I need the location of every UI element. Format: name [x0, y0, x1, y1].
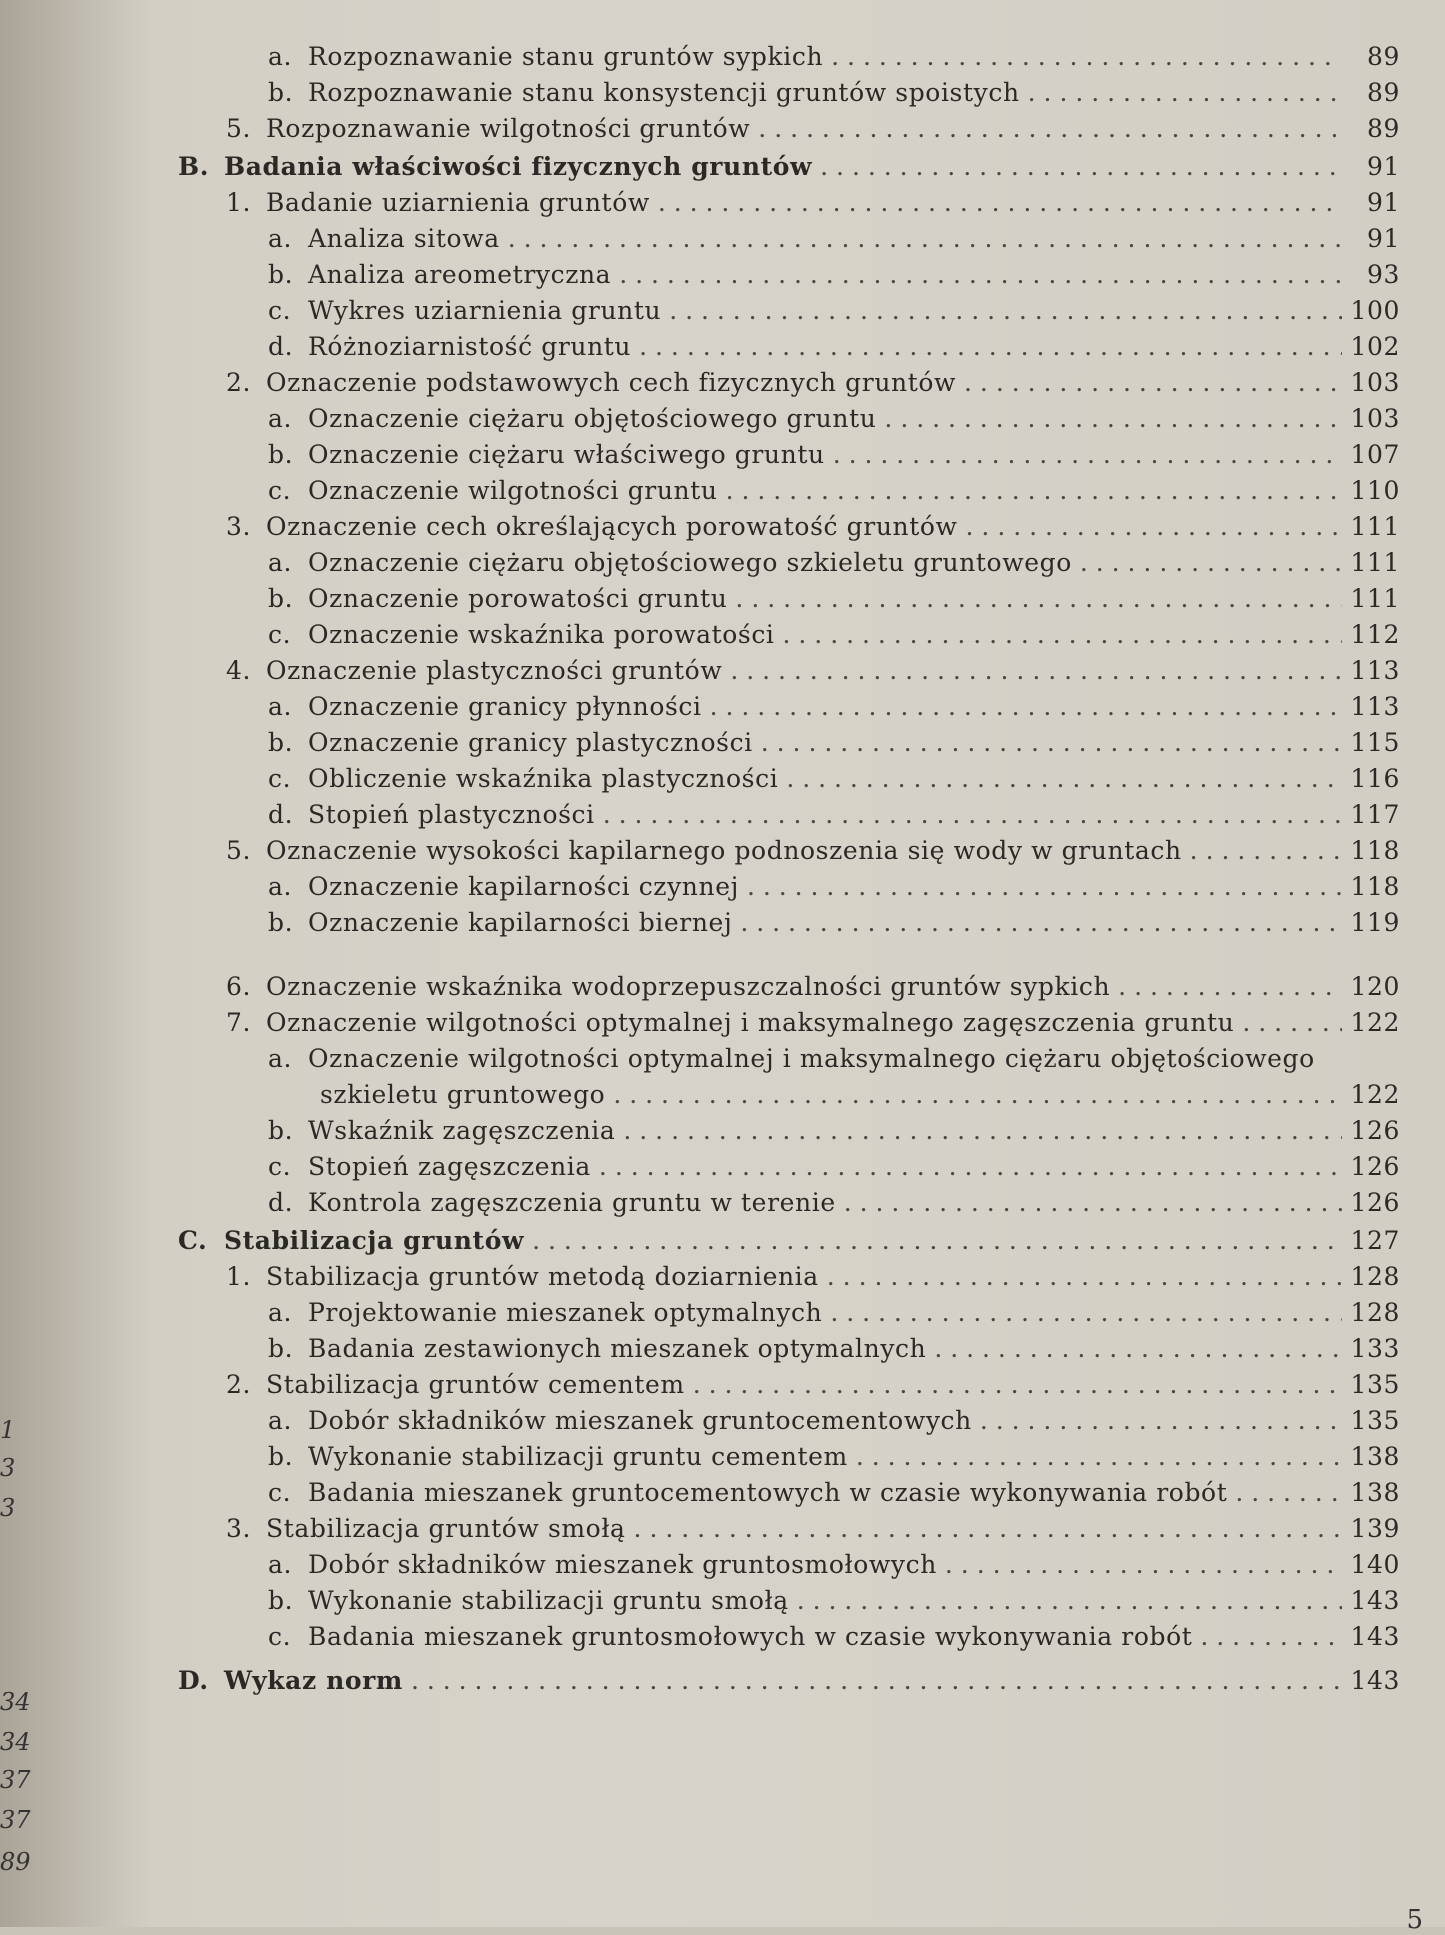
dot-leader [833, 438, 1342, 472]
toc-entry [268, 1042, 1400, 1076]
toc-entry-page-number: 128 [1350, 1262, 1400, 1291]
toc-entry-marker: 3. [226, 1514, 252, 1543]
toc-entry-title: Obliczenie wskaźnika plastyczności [308, 764, 779, 793]
toc-entry [268, 1404, 1400, 1438]
toc-entry-title: Badania mieszanek gruntocementowych w czasie wykonywania robót [308, 1478, 1228, 1507]
page-folio: 5 [1406, 1905, 1423, 1935]
toc-entry-page-number: 122 [1350, 1008, 1400, 1037]
margin-digit: 37 [0, 1766, 31, 1794]
toc-entry-title: Analiza sitowa [308, 224, 500, 253]
toc-entry-marker: a. [268, 1298, 293, 1327]
toc-entry-page-number: 143 [1350, 1586, 1400, 1615]
toc-entry [268, 762, 1400, 796]
toc-entry-marker: c. [268, 476, 292, 505]
toc-entry [268, 1150, 1400, 1184]
toc-section [178, 1664, 1400, 1698]
toc-entry-marker: B. [178, 152, 210, 181]
toc-entry-marker: 3. [226, 512, 252, 541]
toc-entry-title: Oznaczenie porowatości gruntu [308, 584, 728, 613]
toc-entry-page-number: 91 [1366, 188, 1400, 217]
toc-entry-page-number: 112 [1350, 620, 1400, 649]
toc-entry-page-number: 110 [1350, 476, 1400, 505]
toc-entry-title: Rozpoznawanie wilgotności gruntów [266, 114, 751, 143]
dot-leader [934, 1332, 1342, 1366]
toc-entry-title: Oznaczenie ciężaru objętościowego gruntu [308, 404, 877, 433]
toc-entry-page-number: 126 [1350, 1116, 1400, 1145]
toc-entry-marker: d. [268, 332, 294, 361]
toc-entry-marker: c. [268, 296, 292, 325]
dot-leader [856, 1440, 1342, 1474]
dot-leader [758, 112, 1342, 146]
toc-entry [268, 726, 1400, 760]
toc-entry-marker: D. [178, 1666, 209, 1695]
toc-entry-marker: c. [268, 620, 292, 649]
toc-entry [226, 654, 1400, 688]
toc-entry-page-number: 138 [1350, 1478, 1400, 1507]
toc-entry-title: Stabilizacja gruntów metodą doziarnienia [266, 1262, 819, 1291]
toc-entry [268, 1186, 1400, 1220]
toc-entry-title: Oznaczenie wskaźnika wodoprzepuszczalności gruntów sypkich [266, 972, 1111, 1001]
toc-entry-page-number: 122 [1350, 1080, 1400, 1109]
toc-entry-page-number: 140 [1350, 1550, 1400, 1579]
toc-entry-page-number: 133 [1350, 1334, 1400, 1363]
dot-leader [1235, 1476, 1342, 1510]
toc-entry [268, 474, 1400, 508]
toc-entry-title: Różnoziarnistość gruntu [308, 332, 632, 361]
toc-entry [268, 798, 1400, 832]
toc-entry-marker: b. [268, 1442, 294, 1471]
toc-entry-marker: d. [268, 800, 294, 829]
toc-entry [226, 1368, 1400, 1402]
toc-entry-title: Oznaczenie granicy płynności [308, 692, 702, 721]
dot-leader [411, 1664, 1342, 1698]
toc-entry [268, 402, 1400, 436]
toc-entry-title: Oznaczenie wilgotności optymalnej i maksymalnego zagęszczenia gruntu [266, 1008, 1235, 1037]
toc-entry-page-number: 127 [1350, 1226, 1400, 1255]
toc-entry-page-number: 113 [1350, 692, 1400, 721]
dot-leader [740, 906, 1342, 940]
toc-entry [268, 1114, 1400, 1148]
toc-entry-title: Dobór składników mieszanek gruntocementowych [308, 1406, 972, 1435]
toc-entry-marker: 1. [226, 188, 252, 217]
toc-entry-page-number: 138 [1350, 1442, 1400, 1471]
toc-entry-title: Oznaczenie kapilarności biernej [308, 908, 733, 937]
toc-entry-page-number: 117 [1350, 800, 1400, 829]
toc-entry-page-number: 128 [1350, 1298, 1400, 1327]
toc-entry-marker: 4. [226, 656, 252, 685]
toc-entry-marker: C. [178, 1226, 208, 1255]
toc-entry-title: Oznaczenie cech określających porowatość gruntów [266, 512, 958, 541]
dot-leader [623, 1114, 1342, 1148]
toc-entry [320, 1078, 1400, 1112]
toc-entry-page-number: 113 [1350, 656, 1400, 685]
toc-entry-title: Badania zestawionych mieszanek optymalnych [308, 1334, 927, 1363]
toc-entry-marker: b. [268, 78, 294, 107]
toc-entry-title: Rozpoznawanie stanu gruntów sypkich [308, 42, 824, 71]
toc-entry-title: Stabilizacja gruntów [224, 1226, 525, 1255]
toc-entry [268, 618, 1400, 652]
dot-leader [945, 1548, 1342, 1582]
toc-section [178, 150, 1400, 184]
dot-leader [1242, 1006, 1342, 1040]
toc-entry [268, 546, 1400, 580]
dot-leader [639, 330, 1342, 364]
toc-entry-marker: b. [268, 728, 294, 757]
margin-digit: 89 [0, 1848, 31, 1876]
dot-leader [619, 258, 1342, 292]
margin-digit: 3 [0, 1494, 16, 1522]
toc-entry-page-number: 89 [1366, 42, 1400, 71]
toc-entry [268, 1440, 1400, 1474]
toc-entry-page-number: 111 [1350, 512, 1400, 541]
toc-entry-page-number: 126 [1350, 1152, 1400, 1181]
toc-entry-marker: 5. [226, 114, 252, 143]
toc-entry-page-number: 93 [1366, 260, 1400, 289]
toc-entry [226, 510, 1400, 544]
dot-leader [747, 870, 1342, 904]
toc-entry-marker: a. [268, 692, 293, 721]
toc-entry-marker: a. [268, 872, 293, 901]
toc-entry [226, 186, 1400, 220]
toc-entry [268, 258, 1400, 292]
toc-entry [268, 1476, 1400, 1510]
dot-leader [710, 690, 1342, 724]
dot-leader [658, 186, 1342, 220]
dot-leader [797, 1584, 1342, 1618]
toc-entry-marker: b. [268, 584, 294, 613]
toc-entry-marker: 2. [226, 368, 252, 397]
toc-entry [268, 1548, 1400, 1582]
dot-leader [980, 1404, 1342, 1438]
toc-entry [268, 870, 1400, 904]
dot-leader [599, 1150, 1342, 1184]
toc-entry [268, 690, 1400, 724]
toc-entry-page-number: 111 [1350, 548, 1400, 577]
dot-leader [1118, 970, 1342, 1004]
dot-leader [726, 474, 1342, 508]
toc-entry-marker: c. [268, 1152, 292, 1181]
dot-leader [831, 40, 1342, 74]
dot-leader [964, 366, 1342, 400]
margin-digit: 34 [0, 1688, 31, 1716]
toc-entry [226, 366, 1400, 400]
toc-entry-marker: b. [268, 440, 294, 469]
toc-entry-page-number: 111 [1350, 584, 1400, 613]
toc-entry-page-number: 139 [1350, 1514, 1400, 1543]
toc-entry-title: Analiza areometryczna [308, 260, 612, 289]
dot-leader [783, 618, 1342, 652]
toc-entry-marker: c. [268, 1478, 292, 1507]
dot-leader [508, 222, 1342, 256]
toc-entry [268, 1296, 1400, 1330]
toc-entry-page-number: 100 [1350, 296, 1400, 325]
toc-entry-page-number: 116 [1350, 764, 1400, 793]
toc-entry-title: Stabilizacja gruntów cementem [266, 1370, 685, 1399]
toc-entry-marker: b. [268, 1116, 294, 1145]
dot-leader [884, 402, 1342, 436]
toc-entry-page-number: 119 [1350, 908, 1400, 937]
toc-entry-page-number: 103 [1350, 404, 1400, 433]
toc-entry-page-number: 135 [1350, 1406, 1400, 1435]
toc-entry-title: Oznaczenie plastyczności gruntów [266, 656, 723, 685]
margin-digit: 3 [0, 1454, 16, 1482]
toc-entry-marker: c. [268, 764, 292, 793]
dot-leader [1190, 834, 1342, 868]
toc-entry-marker: a. [268, 548, 293, 577]
toc-section [178, 1224, 1400, 1258]
toc-entry-page-number: 118 [1350, 836, 1400, 865]
toc-entry [268, 1584, 1400, 1618]
dot-leader [1080, 546, 1342, 580]
toc-entry-title: Badania mieszanek gruntosmołowych w czasie wykonywania robót [308, 1622, 1193, 1651]
toc-entry-title: Oznaczenie wilgotności optymalnej i maksymalnego ciężaru objętościowego [308, 1044, 1315, 1073]
toc-entry-title: Wykaz norm [224, 1666, 403, 1695]
dot-leader [634, 1512, 1342, 1546]
toc-entry-marker: a. [268, 224, 293, 253]
dot-leader [603, 798, 1342, 832]
dot-leader [735, 582, 1342, 616]
toc-entry-title: Stopień plastyczności [308, 800, 595, 829]
toc-entry-page-number: 89 [1366, 78, 1400, 107]
toc-entry-page-number: 91 [1366, 152, 1400, 181]
toc-entry-marker: b. [268, 260, 294, 289]
dot-leader [820, 150, 1342, 184]
toc-entry-title: Kontrola zagęszczenia gruntu w terenie [308, 1188, 836, 1217]
toc-entry-title: Stabilizacja gruntów smołą [266, 1514, 626, 1543]
toc-entry-page-number: 91 [1366, 224, 1400, 253]
toc-entry [268, 222, 1400, 256]
toc-entry-title: Oznaczenie kapilarności czynnej [308, 872, 739, 901]
toc-entry [268, 76, 1400, 110]
dot-leader [827, 1260, 1342, 1294]
toc-entry-title: szkieletu gruntowego [320, 1080, 606, 1109]
toc-entry-marker: 5. [226, 836, 252, 865]
toc-entry-page-number: 107 [1350, 440, 1400, 469]
dot-leader [613, 1078, 1342, 1112]
toc-entry-page-number: 103 [1350, 368, 1400, 397]
toc-entry-marker: a. [268, 1550, 293, 1579]
toc-entry [268, 1332, 1400, 1366]
toc-entry-title: Badania właściwości fizycznych gruntów [224, 152, 813, 181]
toc-entry-page-number: 126 [1350, 1188, 1400, 1217]
toc-entry-title: Projektowanie mieszanek optymalnych [308, 1298, 823, 1327]
toc-entry-marker: 2. [226, 1370, 252, 1399]
margin-digit: 34 [0, 1728, 31, 1756]
toc-entry-page-number: 120 [1350, 972, 1400, 1001]
dot-leader [730, 654, 1342, 688]
toc-entry [268, 582, 1400, 616]
margin-digit: 37 [0, 1806, 31, 1834]
toc-entry-title: Badanie uziarnienia gruntów [266, 188, 650, 217]
toc-entry [226, 834, 1400, 868]
toc-entry [226, 970, 1400, 1004]
dot-leader [786, 762, 1342, 796]
toc-entry-marker: b. [268, 1334, 294, 1363]
toc-entry [226, 1512, 1400, 1546]
toc-entry-marker: d. [268, 1188, 294, 1217]
toc-entry [268, 330, 1400, 364]
toc-entry-marker: 7. [226, 1008, 252, 1037]
toc-entry-title: Oznaczenie wilgotności gruntu [308, 476, 718, 505]
toc-entry-page-number: 102 [1350, 332, 1400, 361]
toc-entry [226, 112, 1400, 146]
toc-entry-title: Wykonanie stabilizacji gruntu smołą [308, 1586, 789, 1615]
dot-leader [830, 1296, 1342, 1330]
dot-leader [669, 294, 1342, 328]
toc-entry-title: Oznaczenie ciężaru objętościowego szkieletu gruntowego [308, 548, 1072, 577]
toc-entry-title: Dobór składników mieszanek gruntosmołowych [308, 1550, 937, 1579]
toc-entry-title: Rozpoznawanie stanu konsystencji gruntów spoistych [308, 78, 1020, 107]
toc-entry-marker: a. [268, 404, 293, 433]
toc-entry-marker: a. [268, 1044, 293, 1073]
toc-entry-marker: 6. [226, 972, 252, 1001]
toc-entry [226, 1260, 1400, 1294]
dot-leader [966, 510, 1342, 544]
toc-entry-marker: 1. [226, 1262, 252, 1291]
toc-entry-title: Wykres uziarnienia gruntu [308, 296, 662, 325]
toc-entry [268, 438, 1400, 472]
toc-entry-page-number: 143 [1350, 1666, 1400, 1695]
dot-leader [1200, 1620, 1342, 1654]
dot-leader [844, 1186, 1342, 1220]
toc-entry [268, 294, 1400, 328]
dot-leader [1028, 76, 1342, 110]
toc-entry-page-number: 143 [1350, 1622, 1400, 1651]
toc-entry-title: Oznaczenie wskaźnika porowatości [308, 620, 775, 649]
toc-entry-page-number: 89 [1366, 114, 1400, 143]
toc-entry [226, 1006, 1400, 1040]
toc-entry-title: Wskaźnik zagęszczenia [308, 1116, 616, 1145]
toc-entry-title: Wykonanie stabilizacji gruntu cementem [308, 1442, 848, 1471]
toc-entry-marker: a. [268, 1406, 293, 1435]
toc-entry-marker: c. [268, 1622, 292, 1651]
toc-entry-title: Oznaczenie wysokości kapilarnego podnoszenia się wody w gruntach [266, 836, 1182, 865]
toc-entry-marker: b. [268, 908, 294, 937]
toc-entry-page-number: 115 [1350, 728, 1400, 757]
toc-entry [268, 906, 1400, 940]
toc-entry-title: Oznaczenie granicy plastyczności [308, 728, 753, 757]
toc-entry [268, 1620, 1400, 1654]
toc-entry-title: Oznaczenie podstawowych cech fizycznych gruntów [266, 368, 957, 397]
dot-leader [693, 1368, 1342, 1402]
toc-entry-title: Oznaczenie ciężaru właściwego gruntu [308, 440, 825, 469]
toc-entry-title: Stopień zagęszczenia [308, 1152, 591, 1181]
margin-digit: 1 [0, 1416, 16, 1444]
dot-leader [761, 726, 1342, 760]
toc-entry-marker: b. [268, 1586, 294, 1615]
toc-entry-page-number: 118 [1350, 872, 1400, 901]
toc-entry-marker: a. [268, 42, 293, 71]
dot-leader [532, 1224, 1342, 1258]
toc-entry [268, 40, 1400, 74]
toc-entry-page-number: 135 [1350, 1370, 1400, 1399]
